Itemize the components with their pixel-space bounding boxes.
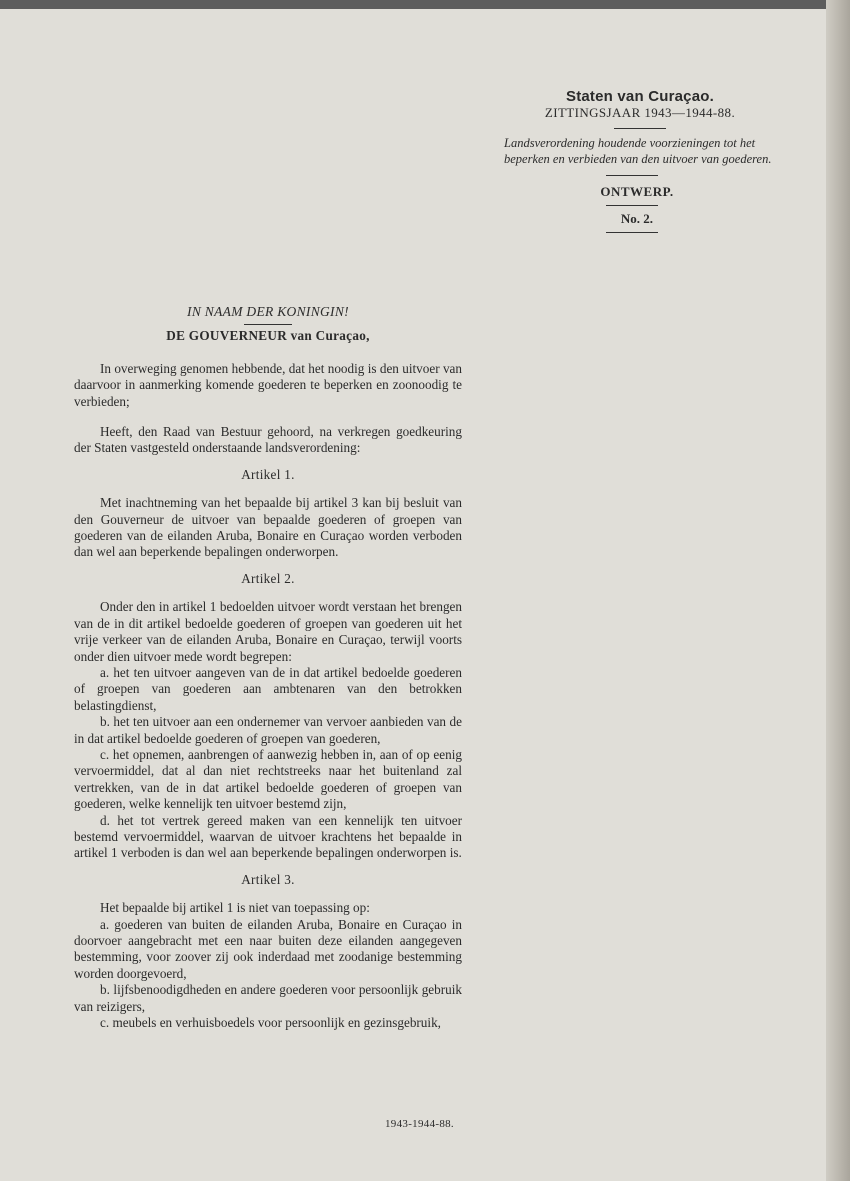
article-2-item-c: c. het opnemen, aanbrengen of aanwezig hebben in, aan of op eenig vervoermiddel, dat al dan niet rechtstreeks naar het buitenland zal vertrekken, van de in dat artikel bedoelde goederen of groepen van goederen, welke kennelijk ten uitvoer bestemd zijn, [74, 746, 462, 812]
assembly-name: Staten van Curaçao. [565, 88, 714, 105]
preamble-consideration: In overweging genomen hebbende, dat het noodig is den uitvoer van daarvoor in aanmerking komende goederen te beperken en zoonoodig te verbieden; [74, 360, 462, 409]
header-rule [614, 128, 666, 129]
scan-top-border [0, 0, 850, 9]
article-1-title: Artikel 1. [241, 466, 295, 482]
header-rule [606, 205, 658, 206]
draft-label: ONTWERP. [600, 184, 674, 199]
article-2-title: Artikel 2. [241, 570, 295, 586]
article-2-item-b: b. het ten uitvoer aan een ondernemer van vervoer aanbieden van de in dat artikel bedoelde goederen of groepen van goederen, [74, 714, 462, 746]
header-rule [606, 175, 658, 176]
article-3-title: Artikel 3. [241, 871, 295, 887]
session-year: ZITTINGSJAAR 1943—1944-88. [544, 105, 736, 120]
page-footer-code: 1943-1944-88. [385, 1118, 454, 1130]
article-1-paragraph: Met inachtneming van het bepaalde bij artikel 3 kan bij besluit van den Gouverneur de uitvoer van bepaalde goederen of groepen van goederen van de eilanden Aruba, Bonaire en Curaçao worden verboden dan wel aan beperkende bepalingen onderworpen. [74, 495, 462, 560]
article-3-paragraph: Het bepaalde bij artikel 1 is niet van toepassing op: [100, 900, 370, 916]
header-rule [606, 232, 658, 233]
document-header [490, 88, 790, 233]
document-number: No. 2. [620, 211, 654, 226]
article-2-item-d: d. het tot vertrek gereed maken van een kennelijk ten uitvoer bestemd vervoermiddel, waarvan de uitvoer krachtens het bepaalde in artikel 1 verboden is dan wel aan beperkende bepalingen onderworpen is. [74, 812, 462, 861]
preamble-council: Heeft, den Raad van Bestuur gehoord, na verkregen goedkeuring der Staten vastgesteld onderstaande landsverordening: [74, 424, 462, 456]
invocation-rule [244, 324, 292, 325]
governor-heading: DE GOUVERNEUR van Curaçao, [166, 328, 370, 344]
ordinance-text [74, 304, 462, 1031]
article-3-item-c: c. meubels en verhuisboedels voor persoonlijk en gezinsgebruik, [100, 1015, 441, 1031]
invocation: IN NAAM DER KONINGIN! [187, 304, 349, 319]
article-2-item-a: a. het ten uitvoer aangeven van de in dat artikel bedoelde goederen of groepen van goederen aan ambtenaren van den betrokken belastingdienst, [74, 664, 462, 713]
article-2-paragraph: Onder den in artikel 1 bedoelden uitvoer wordt verstaan het brengen van de in dit artikel bedoelde goederen of groepen van goederen uit het vrije verkeer van de eilanden Aruba, Bonaire en Curaçao, terwijl voorts onder dien uitvoer mede wordt begrepen: [74, 599, 462, 664]
article-3-item-a: a. goederen van buiten de eilanden Aruba, Bonaire en Curaçao in doorvoer aangebracht met een naar buiten deze eilanden aangegeven bestemming, voor zoover zij ook inderdaad met zoodanige bestemming worden doorgevoerd, [74, 916, 462, 981]
article-3-item-b: b. lijfsbenoodigdheden en andere goederen voor persoonlijk gebruik van reizigers, [74, 982, 462, 1014]
scan-right-border [826, 0, 850, 1181]
ordinance-subject: Landsverordening houdende voorzieningen tot het beperken en verbieden van den uitvoer van goederen. [504, 136, 772, 166]
